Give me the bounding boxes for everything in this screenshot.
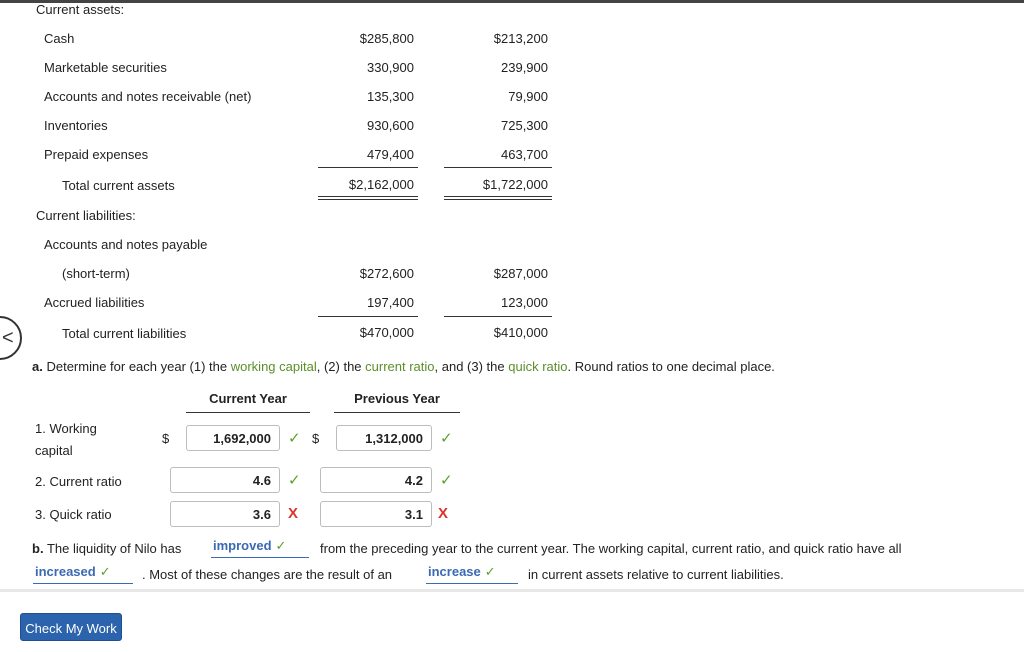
- working-capital-previous-input[interactable]: 1,312,000: [336, 425, 432, 451]
- question-a-prefix: a.: [32, 359, 43, 374]
- total-double-rule: [444, 196, 552, 200]
- subtotal-rule: [318, 316, 418, 317]
- prepaid-previous: 463,700: [501, 147, 548, 162]
- cash-previous: $213,200: [493, 31, 548, 46]
- receivable-label: Accounts and notes receivable (net): [44, 89, 252, 104]
- question-b-text: The liquidity of Nilo has: [46, 541, 182, 556]
- cash-current: $285,800: [359, 31, 414, 46]
- dollar-sign: $: [312, 431, 320, 446]
- marketable-label: Marketable securities: [44, 60, 167, 75]
- payable-current: $272,600: [359, 266, 414, 281]
- accrued-current: 197,400: [367, 295, 414, 310]
- total-ca-previous: $1,722,000: [482, 177, 548, 192]
- incorrect-x-icon: X: [438, 505, 449, 522]
- liquidity-select-value: improved: [213, 538, 272, 553]
- subtotal-rule: [444, 167, 552, 168]
- total-cl-previous: $410,000: [493, 325, 548, 340]
- incorrect-x-icon: X: [288, 505, 299, 522]
- row-working-capital-label: capital: [35, 443, 73, 458]
- current-ratio-current-input[interactable]: 4.6: [170, 467, 280, 493]
- total-double-rule: [318, 196, 418, 200]
- payable-label: (short-term): [62, 266, 130, 281]
- cause-select-value: increase: [428, 564, 481, 579]
- question-a-text: , and (3) the: [434, 359, 505, 374]
- receivable-previous: 79,900: [508, 89, 548, 104]
- cause-select[interactable]: [426, 564, 518, 584]
- question-b-text: . Most of these changes are the result of an: [142, 567, 393, 582]
- check-my-work-button[interactable]: Check My Work: [20, 613, 122, 641]
- total-ca-current: $2,162,000: [348, 177, 414, 192]
- working-capital-current-input[interactable]: 1,692,000: [186, 425, 280, 451]
- correct-check-icon: ✓: [99, 564, 111, 579]
- question-b-prefix: b.: [32, 541, 44, 556]
- prepaid-current: 479,400: [367, 147, 414, 162]
- column-header-previous: Previous Year: [334, 391, 460, 413]
- row-working-capital-label: 1. Working: [35, 421, 97, 436]
- total-cl-current: $470,000: [359, 325, 414, 340]
- subtotal-rule: [444, 316, 552, 317]
- cash-label: Cash: [44, 31, 75, 46]
- column-header-current: Current Year: [186, 391, 310, 413]
- payable-previous: $287,000: [493, 266, 548, 281]
- current-assets-heading: Current assets:: [36, 2, 125, 17]
- subtotal-rule: [318, 167, 418, 168]
- quick-ratio-link[interactable]: quick ratio: [508, 359, 568, 374]
- current-ratio-link[interactable]: current ratio: [365, 359, 435, 374]
- top-border: [0, 0, 1024, 3]
- correct-check-icon: ✓: [440, 430, 453, 447]
- change-select-value: increased: [35, 564, 96, 579]
- question-b-line1: [32, 541, 181, 556]
- total-ca-label: Total current assets: [62, 178, 175, 193]
- previous-nav-button[interactable]: [0, 316, 22, 360]
- accrued-label: Accrued liabilities: [44, 295, 145, 310]
- question-a-text: , (2) the: [316, 359, 362, 374]
- current-ratio-previous-input[interactable]: 4.2: [320, 467, 432, 493]
- quick-ratio-current-input[interactable]: 3.6: [170, 501, 280, 527]
- correct-check-icon: ✓: [440, 472, 453, 489]
- correct-check-icon: ✓: [275, 538, 287, 553]
- inventories-label: Inventories: [44, 118, 108, 133]
- liquidity-select[interactable]: [211, 538, 309, 558]
- marketable-current: 330,900: [367, 60, 414, 75]
- dollar-sign: $: [162, 431, 170, 446]
- question-b-text: from the preceding year to the current year. The working capital, current ratio, and quick ratio have all: [320, 541, 902, 556]
- correct-check-icon: ✓: [288, 472, 301, 489]
- section-divider: [0, 589, 1024, 592]
- change-select[interactable]: [33, 564, 133, 584]
- working-capital-link[interactable]: working capital: [230, 359, 317, 374]
- receivable-current: 135,300: [367, 89, 414, 104]
- row-quick-ratio-label: 3. Quick ratio: [35, 507, 112, 522]
- current-liabilities-heading: Current liabilities:: [36, 208, 136, 223]
- row-current-ratio-label: 2. Current ratio: [35, 474, 122, 489]
- inventories-current: 930,600: [367, 118, 414, 133]
- total-cl-label: Total current liabilities: [62, 326, 187, 341]
- correct-check-icon: ✓: [484, 564, 496, 579]
- question-a: [32, 359, 775, 374]
- prepaid-label: Prepaid expenses: [44, 147, 149, 162]
- chevron-left-icon: <: [2, 327, 14, 349]
- accrued-previous: 123,000: [501, 295, 548, 310]
- question-a-text: . Round ratios to one decimal place.: [567, 359, 775, 374]
- inventories-previous: 725,300: [501, 118, 548, 133]
- marketable-previous: 239,900: [501, 60, 548, 75]
- question-b-text: in current assets relative to current liabilities.: [528, 567, 784, 582]
- question-a-text: Determine for each year (1) the: [46, 359, 228, 374]
- quick-ratio-previous-input[interactable]: 3.1: [320, 501, 432, 527]
- correct-check-icon: ✓: [288, 430, 301, 447]
- payable-label-line1: Accounts and notes payable: [44, 237, 208, 252]
